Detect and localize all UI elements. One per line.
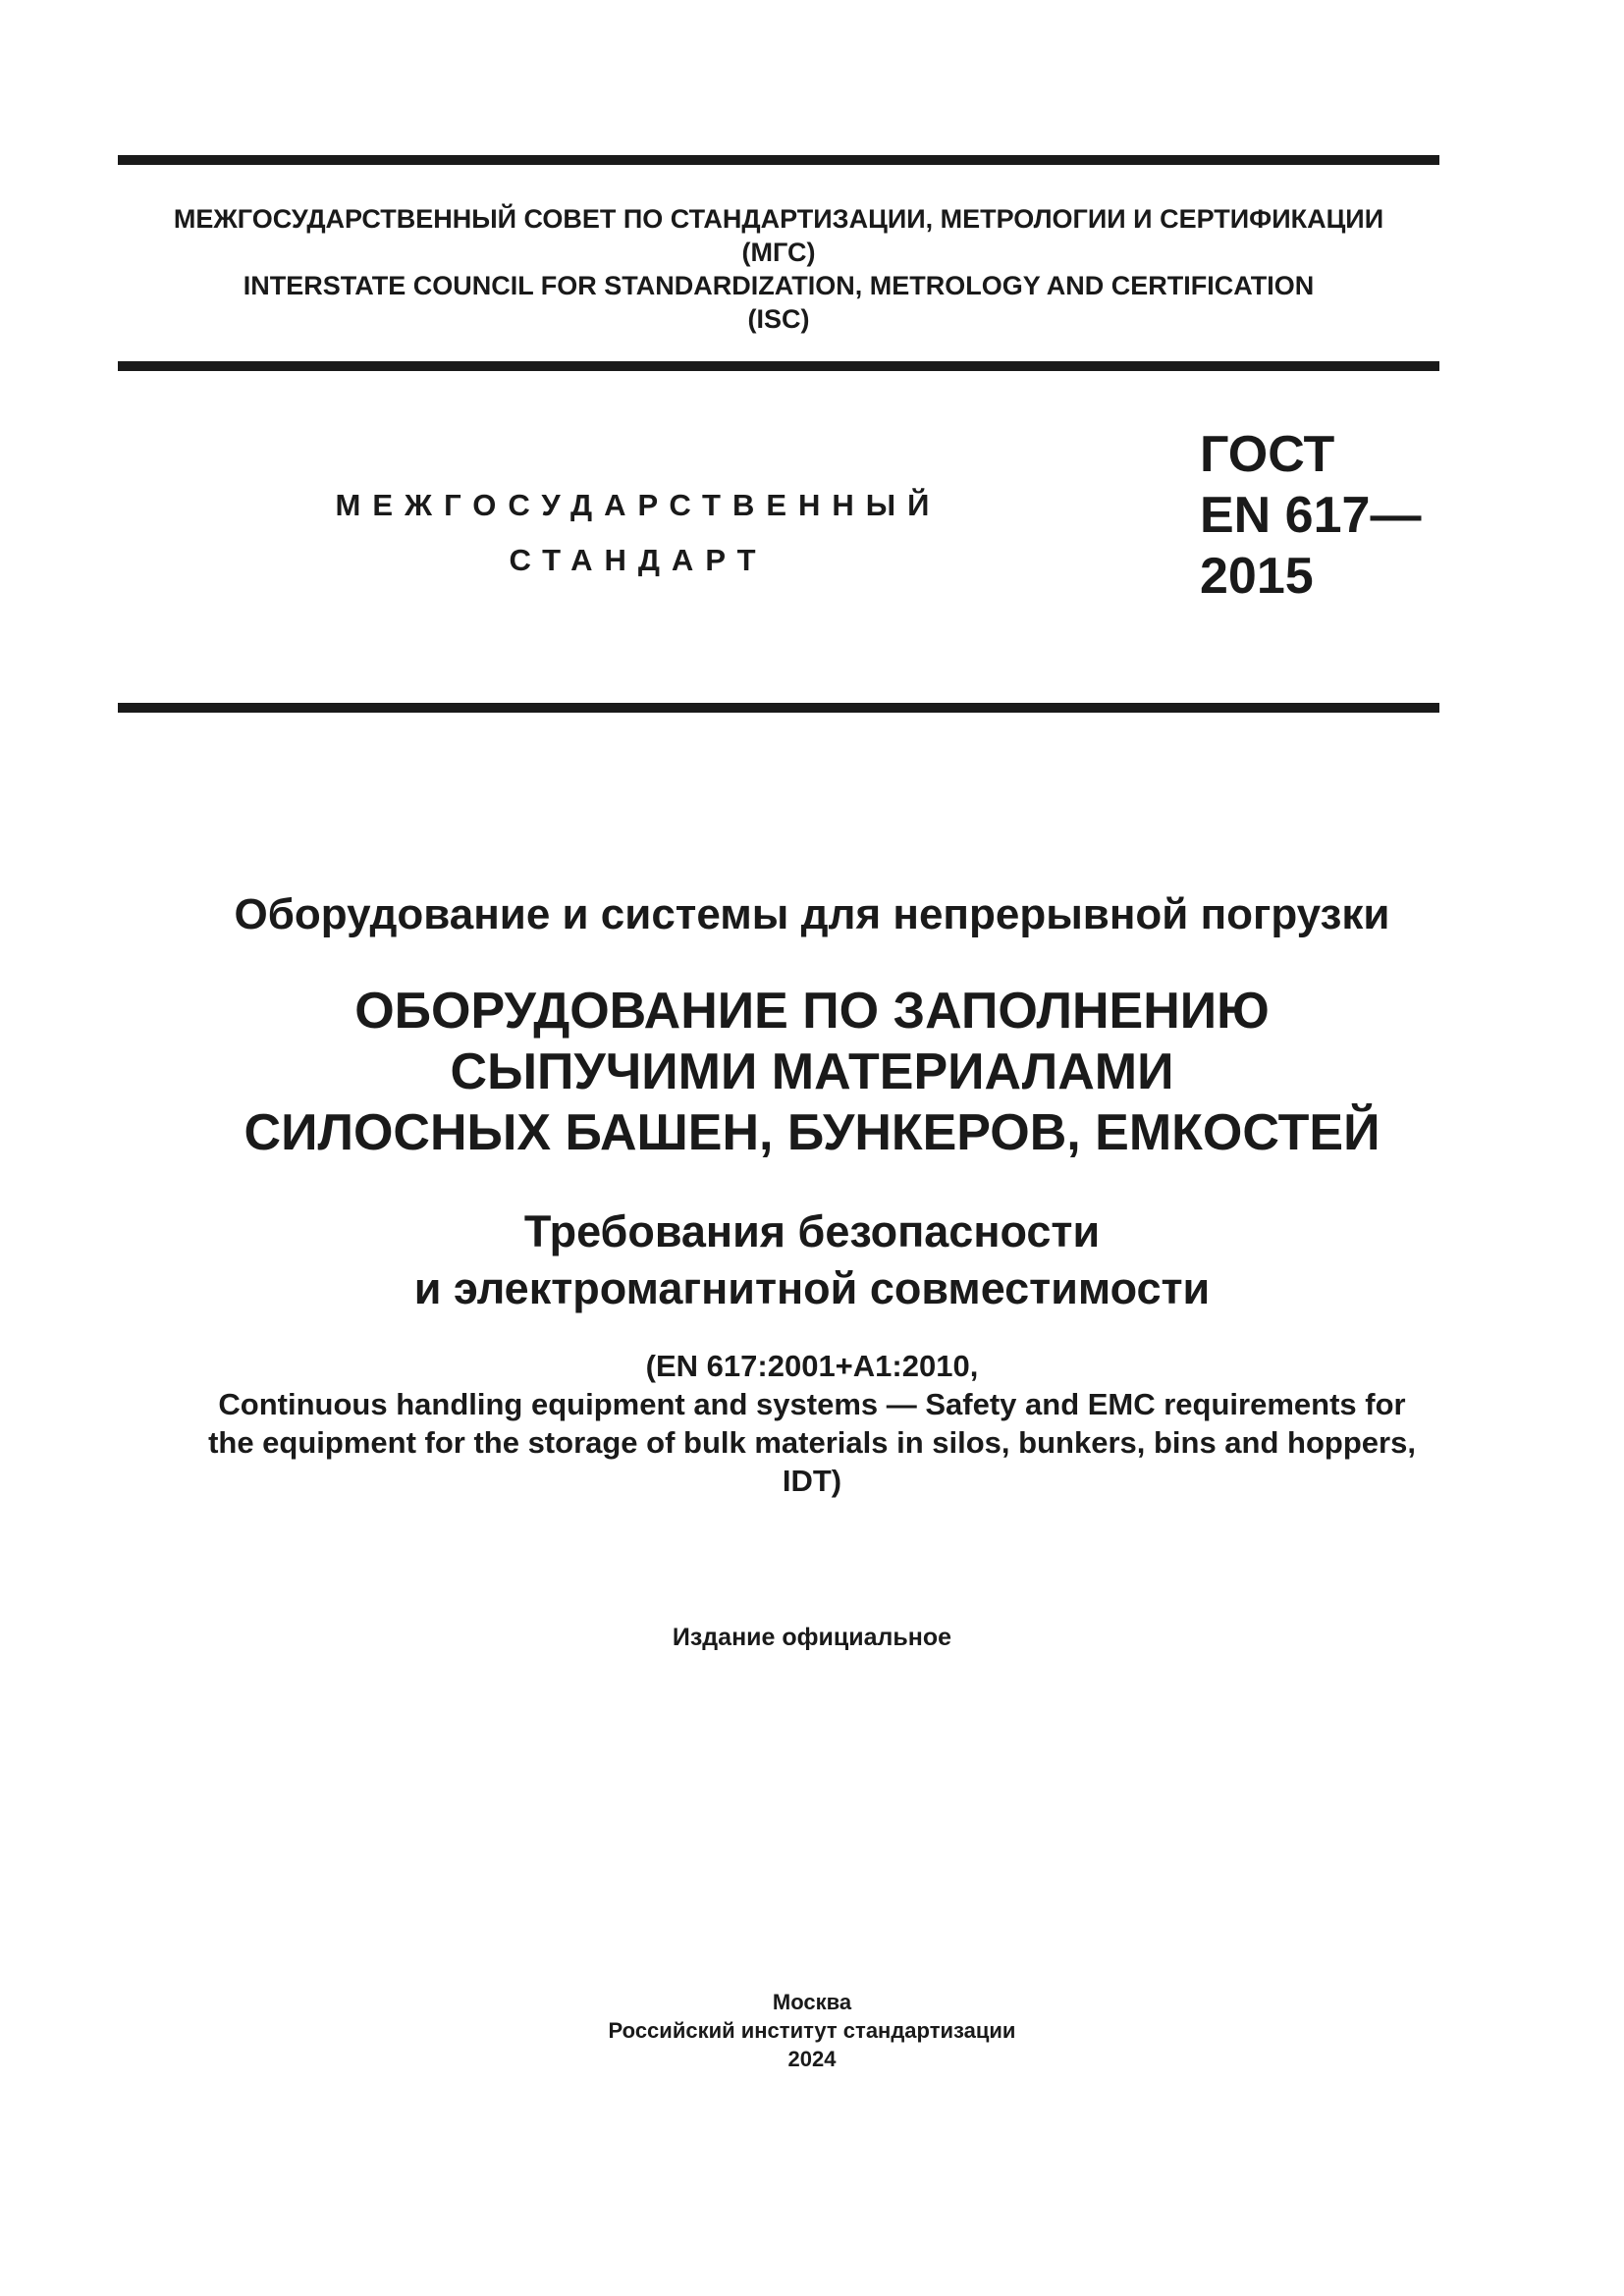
main-title-line: СЫПУЧИМИ МАТЕРИАЛАМИ (450, 1043, 1174, 1100)
en-reference-line: IDT) (782, 1464, 842, 1498)
en-reference-line: (EN 617:2001+A1:2010, (645, 1349, 979, 1383)
designation-line3: 2015 (1200, 548, 1314, 605)
subtitle-line: Требования безопасности (523, 1206, 1101, 1256)
edition-note: Издание официальное (672, 1624, 952, 1651)
document-category: Оборудование и системы для непрерывной погрузки (234, 890, 1390, 938)
council-ru-name: МЕЖГОСУДАРСТВЕННЫЙ СОВЕТ ПО СТАНДАРТИЗАЦИИ, МЕТРОЛОГИИ И СЕРТИФИКАЦИИ (173, 204, 1384, 234)
council-en-abbr: (ISC) (747, 304, 810, 334)
publisher-block (79, 1988, 1545, 2073)
standard-type-line2: СТАНДАРТ (509, 543, 768, 577)
header-divider (118, 361, 1439, 371)
document-main-title (79, 981, 1545, 1163)
standard-type-line1: МЕЖГОСУДАРСТВЕННЫЙ (335, 488, 942, 522)
document-subtitle (79, 1203, 1545, 1317)
title-divider (118, 703, 1439, 713)
publisher-year: 2024 (787, 2047, 837, 2071)
council-ru-abbr: (МГС) (741, 238, 816, 267)
publisher-institute: Российский институт стандартизации (608, 2018, 1016, 2043)
standard-designation (1200, 424, 1421, 607)
designation-line2: EN 617— (1200, 487, 1422, 544)
en-reference-line: Continuous handling equipment and systems — Safety and EMC requirements for (218, 1387, 1406, 1421)
standard-type-label (255, 478, 1021, 588)
designation-line1: ГОСТ (1200, 426, 1335, 483)
en-standard-reference (79, 1347, 1545, 1500)
main-title-line: СИЛОСНЫХ БАШЕН, БУНКЕРОВ, ЕМКОСТЕЙ (244, 1104, 1380, 1161)
council-en-name: INTERSTATE COUNCIL FOR STANDARDIZATION, METROLOGY AND CERTIFICATION (243, 271, 1315, 300)
council-header (118, 202, 1439, 336)
main-title-line: ОБОРУДОВАНИЕ ПО ЗАПОЛНЕНИЮ (354, 983, 1270, 1040)
top-divider (118, 155, 1439, 165)
en-reference-line: the equipment for the storage of bulk materials in silos, bunkers, bins and hoppers, (208, 1425, 1416, 1460)
subtitle-line: и электромагнитной совместимости (413, 1263, 1211, 1313)
publisher-city: Москва (772, 1990, 852, 2014)
